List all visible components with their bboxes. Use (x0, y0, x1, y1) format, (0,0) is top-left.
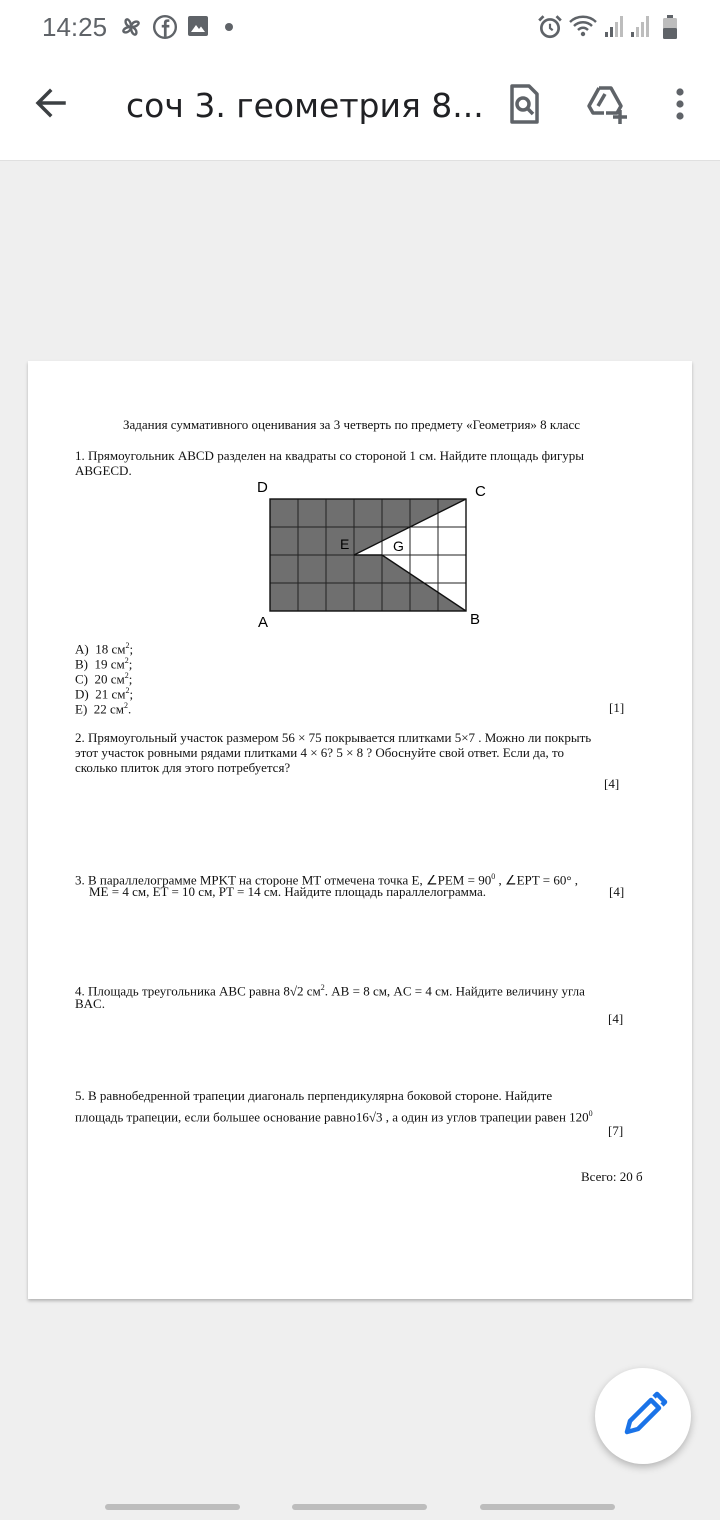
battery-icon (662, 14, 678, 40)
q4-text-line2: BAC. (75, 996, 105, 1011)
status-time: 14:25 (42, 12, 108, 42)
grid-cell (270, 527, 298, 555)
label-a: A (258, 614, 269, 631)
signal-icon (630, 14, 650, 38)
q2-text-line3: сколько плиток для этого потребуется? (75, 760, 291, 775)
q1-option-a: A) 18 $см^2$; (75, 641, 134, 657)
back-arrow-icon[interactable] (26, 80, 74, 128)
grid-cell (326, 499, 354, 527)
q1-text-line1: 1. Прямоугольник ABCD разделен на квадраты со стороной 1 см. Найдите площадь фигуры (75, 448, 585, 463)
q3-text-line2: ME = 4 см, ET = 10 см, PT = 14 см. Найдите площадь параллелограмма. (89, 884, 487, 899)
q4-points: [4] (608, 1011, 624, 1026)
q1-option-e: E) 22 $см^2$. (75, 701, 132, 717)
grid-cell (354, 583, 382, 611)
pinwheel-icon (118, 14, 144, 40)
label-g: G (393, 538, 404, 554)
document-heading: Задания суммативного оценивания за 3 четверть по предмету «Геометрия» 8 класс (123, 417, 581, 432)
facebook-icon (152, 14, 178, 40)
grid-cell (298, 499, 326, 527)
q1-option-b: B) 19 $см^2$; (75, 656, 133, 672)
q3-points: [4] (609, 884, 625, 899)
edit-pencil-icon (595, 1368, 691, 1464)
nav-pill-left[interactable] (105, 1504, 240, 1510)
nav-pill-right[interactable] (480, 1504, 615, 1510)
label-e: E (340, 536, 350, 552)
label-d: D (257, 479, 268, 496)
document-title: соч 3. геометрия 8... (126, 86, 484, 125)
q5-text-line1: 5. В равнобедренной трапеции диагональ перпендикулярна боковой стороне. Найдите (75, 1088, 553, 1103)
label-b: B (470, 611, 481, 628)
status-bar (0, 0, 720, 56)
wifi-icon (568, 14, 598, 40)
grid-cell (354, 555, 382, 583)
q2-text-line2: этот участок ровными рядами плитками 4 × 6? 5 × 8 ? Обоснуйте свой ответ. Если да, то (75, 745, 565, 760)
q1-option-d: D) 21 $см^2$; (75, 686, 134, 702)
q5-text-line2: площадь трапеции, если большее основание равно16√3 , а один из углов трапеции равен $120^0$ (75, 1109, 593, 1125)
grid-cell (270, 583, 298, 611)
search-document-icon[interactable] (500, 80, 548, 128)
q1-rectangle-figure (248, 479, 498, 637)
q1-points: [1] (609, 700, 625, 715)
app-bar (0, 56, 720, 161)
signal-icon (604, 14, 624, 38)
grid-cell (382, 499, 410, 527)
add-to-drive-icon[interactable] (582, 80, 630, 128)
grid-cell (298, 527, 326, 555)
nav-pill-center[interactable] (292, 1504, 427, 1510)
grid-cell (382, 583, 410, 611)
label-c: C (475, 483, 486, 500)
more-vert-icon[interactable] (656, 80, 704, 128)
grid-cell (270, 555, 298, 583)
q5-points: [7] (608, 1123, 624, 1138)
q2-points: [4] (604, 776, 620, 791)
grid-cell (298, 555, 326, 583)
grid-cell (270, 499, 298, 527)
q2-text-line1: 2. Прямоугольный участок размером 56 × 75 покрывается плитками 5×7 . Можно ли покрыть (75, 730, 592, 745)
grid-cell (298, 583, 326, 611)
image-icon (186, 14, 210, 38)
dot-icon (224, 22, 234, 32)
grid-cell (326, 555, 354, 583)
total-score: Всего: 20 б (581, 1169, 643, 1184)
q3-text-line1: 3. В параллелограмме MPKT на стороне MT отмечена точка E, ∠PEM = $90^0$ , ∠EPT = 60° , (75, 872, 579, 888)
document-page (28, 361, 692, 1299)
q1-option-c: C) 20 $см^2$; (75, 671, 133, 687)
alarm-icon (537, 14, 563, 40)
grid-cell (326, 583, 354, 611)
grid-cell (354, 499, 382, 527)
q4-text-line1: 4. Площадь треугольника ABC равна 8√2 $см^2$. AB = 8 см, AC = 4 см. Найдите величину угла (75, 983, 585, 999)
q1-text-line2: ABGECD. (75, 463, 132, 478)
edit-fab-button[interactable] (595, 1368, 691, 1464)
